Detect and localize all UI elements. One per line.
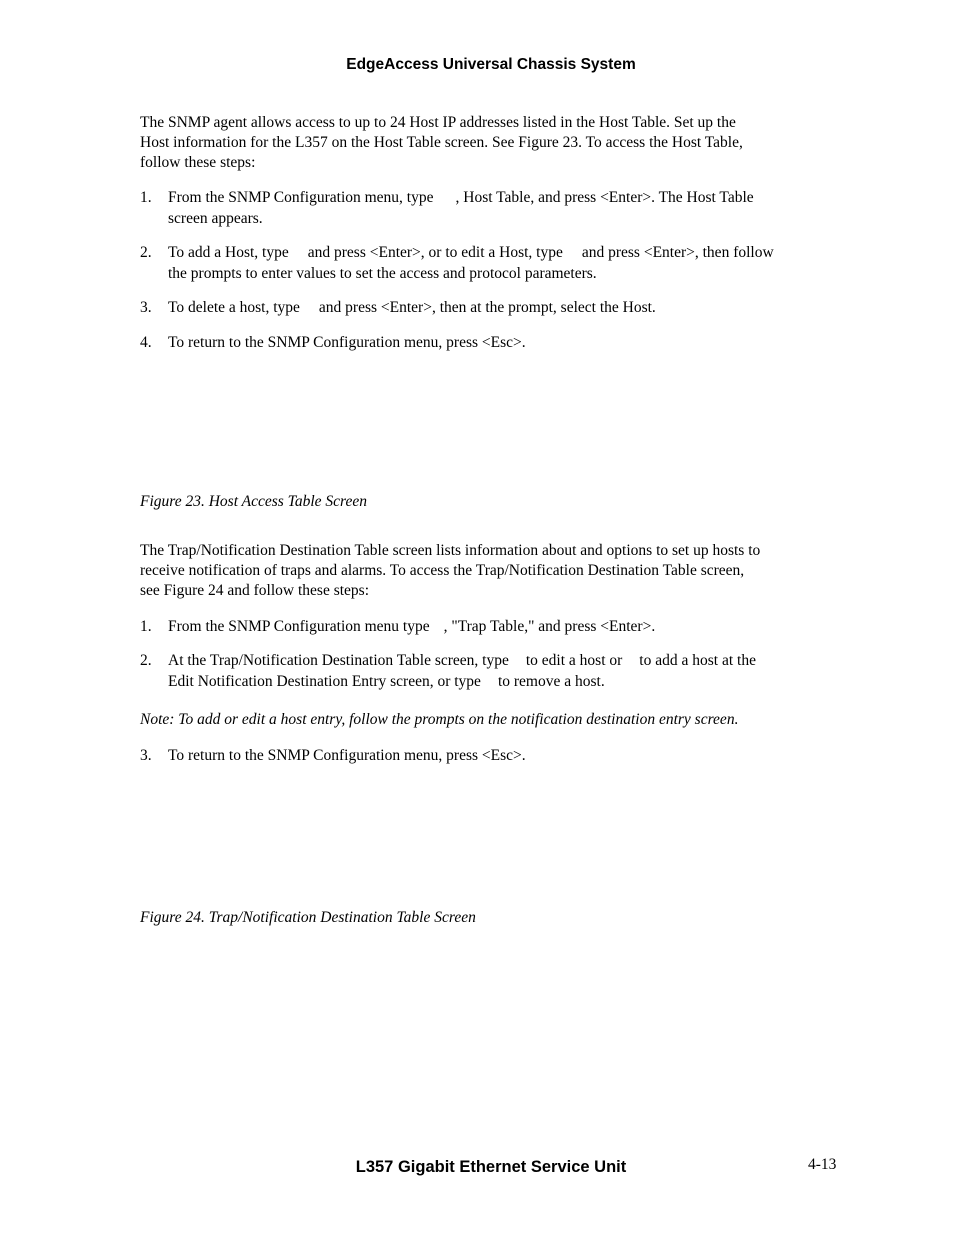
- trap-table-intro: [140, 541, 840, 601]
- step-number: 3.: [140, 299, 152, 316]
- step-number: 4.: [140, 334, 152, 351]
- host-step-4: [140, 332, 840, 353]
- step-text: and press <Enter>, then at the prompt, select the Host.: [318, 299, 656, 316]
- intro-line: The SNMP agent allows access to up to 24 Host IP addresses listed in the Host Table. Set up the: [140, 114, 736, 131]
- intro-line: The Trap/Notification Destination Table screen lists information about and options to set up hosts to: [140, 542, 761, 559]
- step-text: To return to the SNMP Configuration menu, press <Esc>.: [168, 334, 526, 351]
- step-number: 1.: [140, 189, 152, 206]
- step-text: To return to the SNMP Configuration menu, press <Esc>.: [168, 747, 526, 764]
- page-header: EdgeAccess Universal Chassis System: [346, 56, 636, 73]
- step-text: To add a Host, type: [168, 244, 289, 261]
- host-step-2: [140, 242, 840, 284]
- intro-line: Host information for the L357 on the Host Table screen. See Figure 23. To access the Host Table,: [140, 134, 743, 151]
- host-table-intro: [140, 113, 840, 173]
- trap-step-1: [140, 616, 840, 637]
- host-step-3: [140, 297, 840, 318]
- step-text: To delete a host, type: [168, 299, 300, 316]
- step-number: 2.: [140, 652, 152, 669]
- step-text: , "Trap Table," and press <Enter>.: [443, 618, 656, 635]
- step-text: and press <Enter>, then follow: [581, 244, 774, 261]
- intro-line: follow these steps:: [140, 154, 256, 171]
- host-step-1: [140, 187, 840, 229]
- step-text: From the SNMP Configuration menu type: [168, 618, 430, 635]
- step-text: the prompts to enter values to set the access and protocol parameters.: [168, 265, 597, 282]
- page-number: 4-13: [808, 1156, 837, 1173]
- step-text: and press <Enter>, or to edit a Host, type: [307, 244, 563, 261]
- step-number: 1.: [140, 618, 152, 635]
- step-number: 3.: [140, 747, 152, 764]
- intro-line: see Figure 24 and follow these steps:: [140, 582, 370, 599]
- figure-23-caption: Figure 23. Host Access Table Screen: [140, 493, 368, 510]
- step-text: From the SNMP Configuration menu, type: [168, 189, 434, 206]
- trap-step-2: [140, 650, 840, 692]
- step-text: At the Trap/Notification Destination Table screen, type: [168, 652, 509, 669]
- step-text: to add a host at the: [639, 652, 756, 669]
- trap-step-3: [140, 745, 840, 766]
- figure-24-caption: Figure 24. Trap/Notification Destination Table Screen: [140, 909, 476, 926]
- intro-line: receive notification of traps and alarms. To access the Trap/Notification Destination Table screen,: [140, 562, 745, 579]
- step-text: to remove a host.: [497, 673, 605, 690]
- step-text: screen appears.: [168, 210, 263, 227]
- step-text: to edit a host or: [525, 652, 623, 669]
- step-number: 2.: [140, 244, 152, 261]
- footer-title: L357 Gigabit Ethernet Service Unit: [355, 1158, 627, 1176]
- step-text: , Host Table, and press <Enter>. The Host Table: [455, 189, 754, 206]
- step-text: Edit Notification Destination Entry screen, or type: [168, 673, 481, 690]
- note-text: Note: To add or edit a host entry, follow the prompts on the notification destination entry screen.: [140, 711, 739, 728]
